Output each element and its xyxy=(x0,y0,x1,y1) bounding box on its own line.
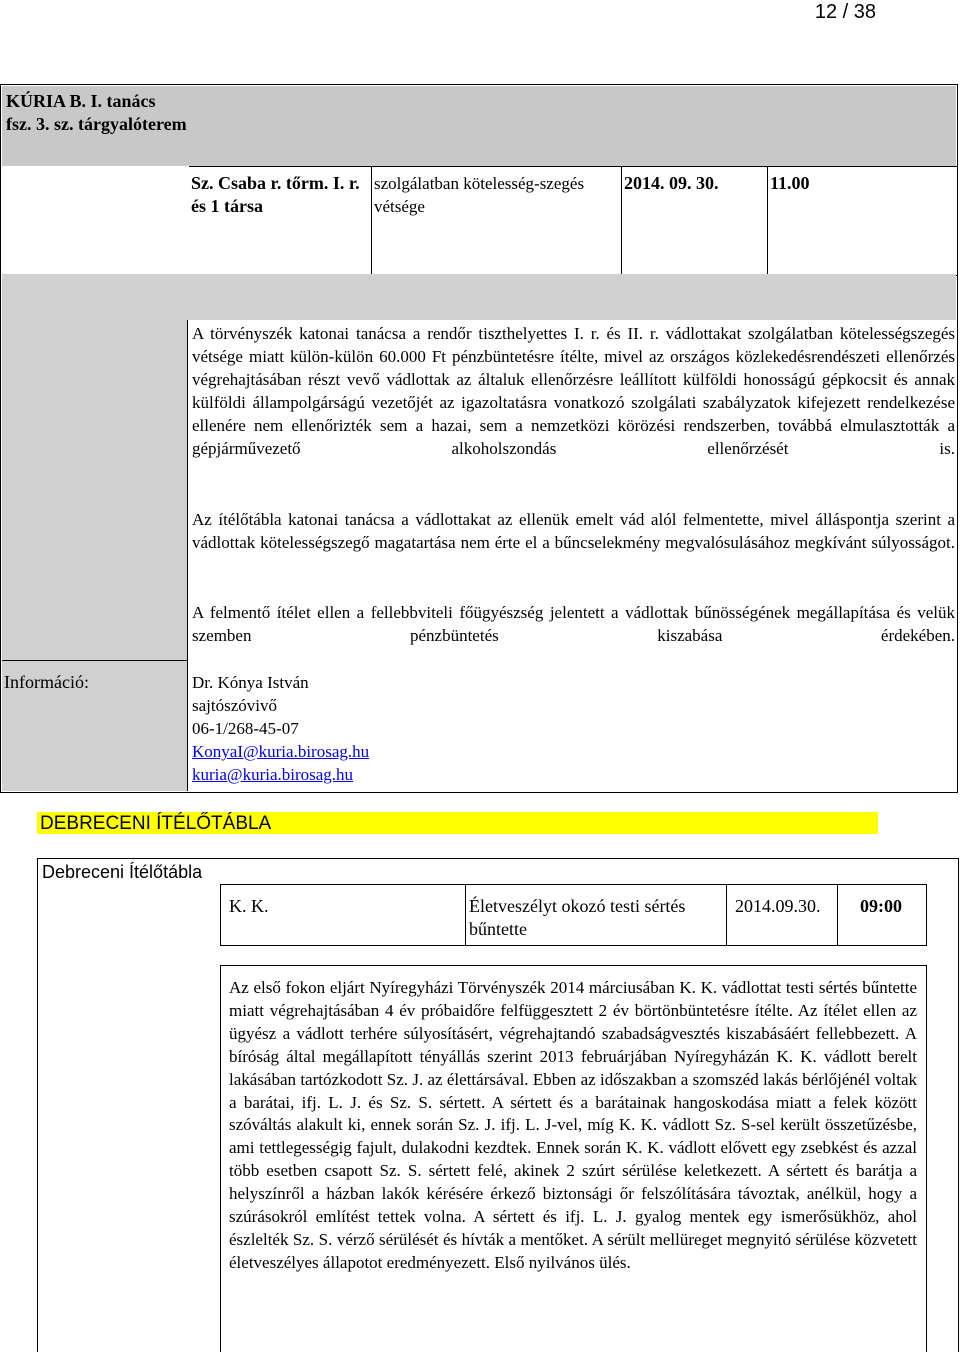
appeal-decision-paragraph: Az ítélőtábla katonai tanácsa a vádlottakat az ellenük emelt vád alól felmentette, mivel álláspontja szerint a vádlottak kötelességszegő magatartása nem érte el a bűncselekmény megvalósulásához megkívánt súlyosságot. xyxy=(192,510,955,552)
case-parties: K. K. xyxy=(229,896,269,916)
case-parties: Sz. Csaba r. tőrm. I. r. és 1 társa xyxy=(191,173,360,216)
debrecen-case-row xyxy=(220,884,927,946)
kuria-label-column xyxy=(2,320,187,791)
court-email-link[interactable]: kuria@kuria.birosag.hu xyxy=(192,765,354,784)
contact-name: Dr. Kónya István xyxy=(192,673,309,692)
kuria-header xyxy=(2,86,956,166)
page-number: 12 / 38 xyxy=(814,1,876,23)
case-charge: Életveszélyt okozó testi sértés bűntette xyxy=(465,885,726,945)
kuria-case-row xyxy=(189,166,958,276)
contact-role: sajtószóvivő xyxy=(192,696,277,715)
kuria-separator-row xyxy=(2,274,956,320)
court-name: KÚRIA B. I. tanács xyxy=(6,91,156,111)
debrecen-banner xyxy=(37,812,878,834)
case-time: 09:00 xyxy=(837,885,926,945)
appeal-paragraph: A felmentő ítélet ellen a fellebbviteli főügyészség jelentett a vádlottak bűnösségének megállapítása és velük szemben pénzbüntetés kiszabása érdekében. xyxy=(192,603,955,645)
case-date: 2014.09.30. xyxy=(726,885,837,945)
info-label: Információ: xyxy=(4,672,89,692)
contact-phone: 06-1/268-45-07 xyxy=(192,719,299,738)
column-divider xyxy=(187,320,188,791)
banner-title: DEBRECENI ÍTÉLŐTÁBLA xyxy=(40,813,272,834)
contact-email-link[interactable]: KonyaI@kuria.birosag.hu xyxy=(192,742,370,761)
debrecen-description: Az első fokon eljárt Nyíregyházi Törvényszék 2014 márciusában K. K. vádlottat testi sértés bűntette miatt végrehajtásában 4 év próbaidőre felfüggesztett 2 év börtönbüntetésre ítélte. Az ítélet ellen az ügyész a vádlott terhére súlyosításért, végrehajtandó szabadságvesztés kiszabásáért fellebbezett. A bíróság által megállapított tényállás szerint 2013 februárjában Nyíregyházán K. K. vádlott berelt lakásában tartózkodott Sz. J. az élettársával. Ebben az időszakban a szomszéd lakás bérlőjénél voltak a barátai, ifj. L. J. és Sz. S. sértett. A sértett és a barátainak hangoskodása miatt a felek között szóváltás alakult ki, ennek során Sz. J. ifj. L. J-vel, míg K. K. vádlott Sz. S-sel került összetűzésbe, ami tettlegességig fajult, dulakodni kezdtek. Ennek során K. K. vádlott elővett egy zsebkést és azzal több esetben csapott Sz. S. sértett felé, akinek 2 szúrt sérülése keletkezett. A sértett és barátja a helyszínről a házban lakók kérésére érkező biztonsági őr felszólítására távoztak, anélkül, hogy a szúrásokról említést tettek volna. A sértett és ifj. L. J. gyalog mentek egy ismerősükhöz, ahol észlelték Sz. S. vérző sérülését és hívták a mentőket. A sérült mellüreget megnyitó sérülése közvetett életveszélyes állapotot eredményezett. Első nyilvános ülés. xyxy=(229,978,917,1272)
case-summary-paragraph: A törvényszék katonai tanácsa a rendőr tiszthelyettes I. r. és II. r. vádlottakat szolgálatban kötelességszegés vétsége miatt külön-külön 60.000 Ft pénzbüntetésre ítélte, mivel az országos közlekedésrendészeti ellenőrzés végrehajtásában részt vevő vádlottak az általuk ellenőrzésre leállított külföldi honosságú gépkocsit és annak külföldi állampolgárságú vezetőjét az igazoltatásra vonatkozó szolgálati szabályzatok kifejezett rendelkezése ellenére nem ellenőrizték sem a hazai, sem a nemzetközi körözési rendszerben, továbbá elmulasztották a gépjárművezető alkoholszondás ellenőrzését is. xyxy=(192,324,955,458)
case-charge: szolgálatban kötelesség-szegés vétsége xyxy=(371,167,621,275)
courtroom: fsz. 3. sz. tárgyalóterem xyxy=(6,114,187,134)
debrecen-court-name: Debreceni Ítélőtábla xyxy=(42,862,203,882)
case-date: 2014. 09. 30. xyxy=(621,167,767,275)
row-divider xyxy=(2,660,187,661)
contact-block xyxy=(192,671,369,786)
case-time: 11.00 xyxy=(767,167,958,275)
